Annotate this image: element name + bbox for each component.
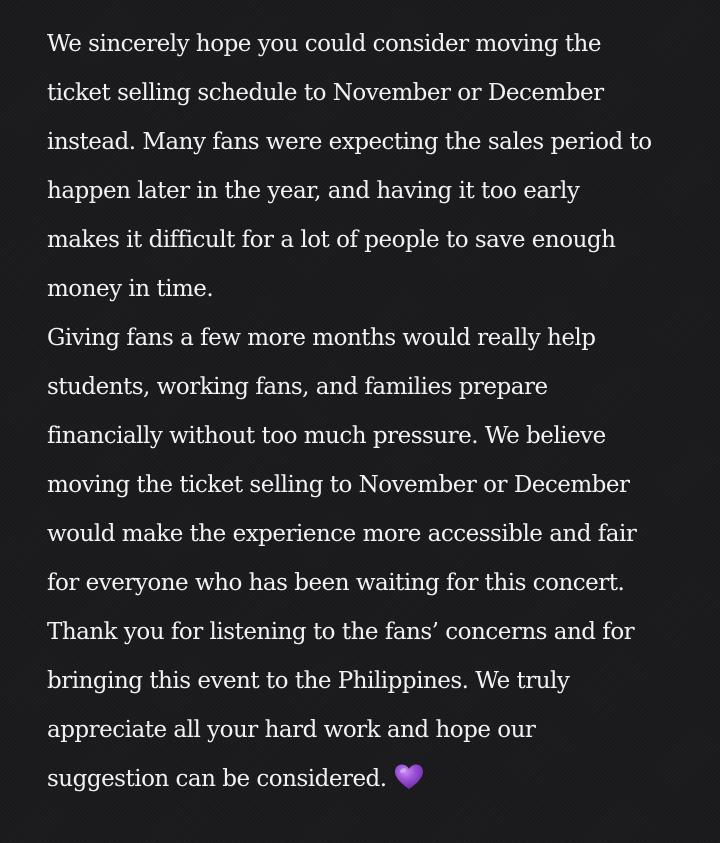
text-line: Giving fans a few more months would really help [47,325,596,351]
text-line: would make the experience more accessible and fair [47,521,637,547]
text-line: students, working fans, and families prepare [47,374,548,400]
text-line: appreciate all your hard work and hope our [47,717,536,743]
text-line: We sincerely hope you could consider moving the [47,31,601,57]
text-line: moving the ticket selling to November or December [47,472,630,498]
text-line: happen later in the year, and having it too early [47,178,580,204]
heart-shape [395,765,423,790]
text-line: for everyone who has been waiting for this concert. [47,570,625,596]
text-line: makes it difficult for a lot of people to save enough [47,227,616,253]
text-line: bringing this event to the Philippines. We truly [47,668,570,694]
final-line [47,755,687,804]
text-line: Thank you for listening to the fans’ concerns and for [47,619,635,645]
text-line: instead. Many fans were expecting the sales period to [47,129,652,155]
final-line-text: suggestion can be considered. [47,766,387,792]
paragraph-1 [47,20,687,314]
text-line: financially without too much pressure. We believe [47,423,606,449]
text-line: ticket selling schedule to November or December [47,80,604,106]
message-text [47,20,687,804]
paragraph-3 [47,608,687,804]
purple-heart-icon [393,761,425,793]
paragraph-2 [47,314,687,608]
text-line: money in time. [47,276,214,302]
